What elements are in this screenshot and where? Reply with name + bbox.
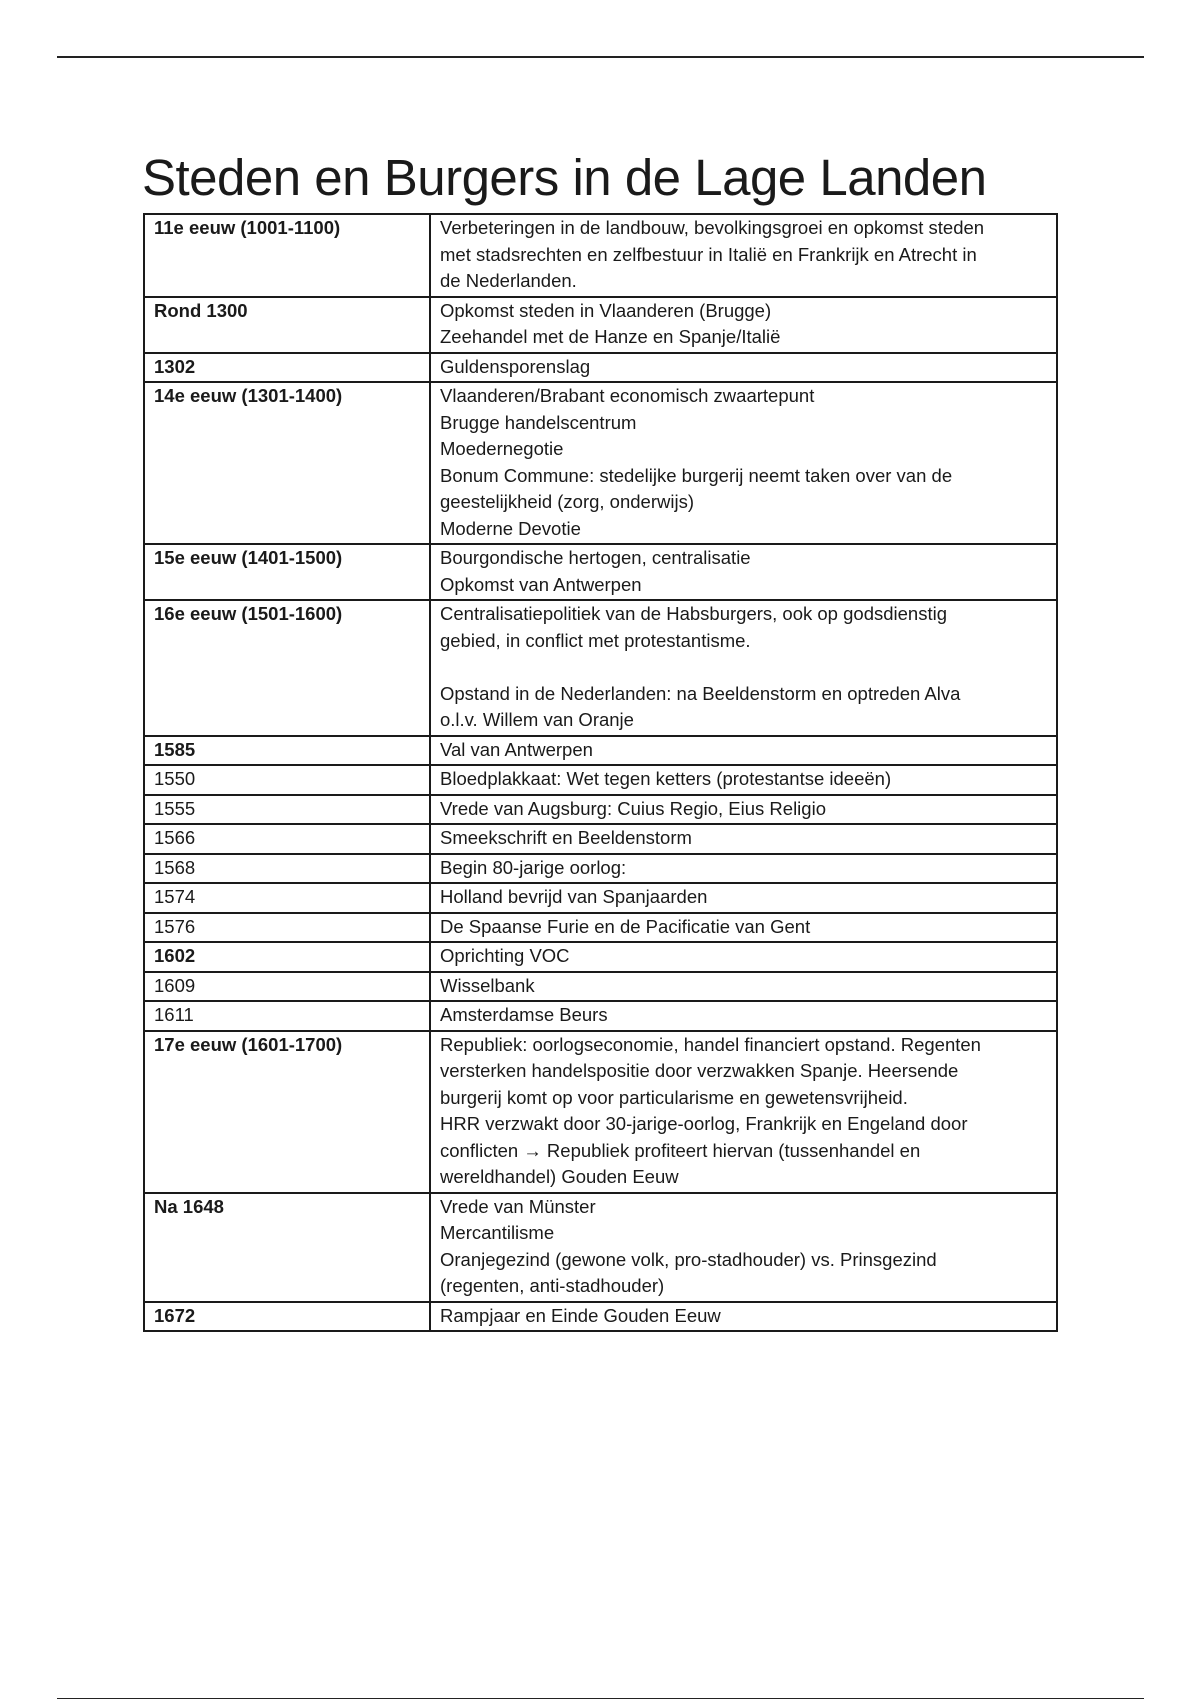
row-date: 1576 bbox=[144, 913, 430, 943]
row-description bbox=[430, 972, 1057, 1002]
description-line: Republiek: oorlogseconomie, handel financiert opstand. Regenten bbox=[440, 1033, 981, 1055]
description-line: Moedernegotie bbox=[440, 438, 564, 459]
row-description bbox=[430, 824, 1057, 854]
table-row bbox=[144, 942, 1057, 972]
footer-rule bbox=[57, 1698, 1144, 1699]
row-date: 1611 bbox=[144, 1001, 430, 1031]
row-date: 1672 bbox=[144, 1302, 430, 1332]
table-row bbox=[144, 824, 1057, 854]
description-line: Opkomst steden in Vlaanderen (Brugge) bbox=[440, 299, 772, 321]
table-row bbox=[144, 1031, 1057, 1193]
timeline-body bbox=[144, 214, 1057, 1331]
description-line: Amsterdamse Beurs bbox=[440, 1004, 608, 1025]
row-description bbox=[430, 544, 1057, 600]
description-line: versterken handelspositie door verzwakken Spanje. Heersende bbox=[440, 1060, 959, 1081]
row-description bbox=[430, 353, 1057, 383]
row-date: 14e eeuw (1301-1400) bbox=[144, 382, 430, 544]
table-row bbox=[144, 795, 1057, 825]
table-row bbox=[144, 972, 1057, 1002]
row-date: 1550 bbox=[144, 765, 430, 795]
row-description bbox=[430, 765, 1057, 795]
table-row bbox=[144, 1001, 1057, 1031]
description-line: de Nederlanden. bbox=[440, 270, 577, 291]
row-date: 1609 bbox=[144, 972, 430, 1002]
table-row bbox=[144, 765, 1057, 795]
row-date: 1602 bbox=[144, 942, 430, 972]
description-line: Begin 80-jarige oorlog: bbox=[440, 856, 627, 878]
description-line: (regenten, anti-stadhouder) bbox=[440, 1275, 665, 1296]
table-row bbox=[144, 382, 1057, 544]
description-line: Bonum Commune: stedelijke burgerij neemt taken over van de bbox=[440, 464, 953, 486]
row-date: 16e eeuw (1501-1600) bbox=[144, 600, 430, 736]
table-row bbox=[144, 1193, 1057, 1302]
description-line: Brugge handelscentrum bbox=[440, 411, 637, 433]
description-line: Verbeteringen in de landbouw, bevolkingsgroei en opkomst steden bbox=[440, 217, 985, 238]
table-row bbox=[144, 1302, 1057, 1332]
description-line: Vlaanderen/Brabant economisch zwaartepunt bbox=[440, 385, 815, 406]
description-line: Vrede van Münster bbox=[440, 1195, 596, 1217]
row-date: 1302 bbox=[144, 353, 430, 383]
description-line: Centralisatiepolitiek van de Habsburgers, ook op godsdienstig bbox=[440, 603, 947, 624]
row-description bbox=[430, 795, 1057, 825]
description-line: Opkomst van Antwerpen bbox=[440, 573, 642, 595]
table-row bbox=[144, 214, 1057, 297]
description-line: Val van Antwerpen bbox=[440, 738, 593, 760]
row-description bbox=[430, 913, 1057, 943]
row-description bbox=[430, 214, 1057, 297]
row-description bbox=[430, 736, 1057, 766]
table-row bbox=[144, 883, 1057, 913]
description-line: Smeekschrift en Beeldenstorm bbox=[440, 827, 692, 848]
row-description bbox=[430, 1031, 1057, 1193]
row-description bbox=[430, 1302, 1057, 1332]
description-line: Bloedplakkaat: Wet tegen ketters (protestantse ideeën) bbox=[440, 768, 892, 789]
row-date: 1555 bbox=[144, 795, 430, 825]
description-line bbox=[440, 654, 1047, 681]
table-row bbox=[144, 544, 1057, 600]
table-row bbox=[144, 736, 1057, 766]
description-line: De Spaanse Furie en de Pacificatie van Gent bbox=[440, 915, 811, 937]
row-date: 1566 bbox=[144, 824, 430, 854]
description-line: o.l.v. Willem van Oranje bbox=[440, 709, 634, 730]
row-date: Na 1648 bbox=[144, 1193, 430, 1302]
table-row bbox=[144, 600, 1057, 736]
row-description bbox=[430, 854, 1057, 884]
description-line: Mercantilisme bbox=[440, 1222, 555, 1243]
description-line: Opstand in de Nederlanden: na Beeldenstorm en optreden Alva bbox=[440, 682, 961, 704]
description-line: wereldhandel) Gouden Eeuw bbox=[440, 1166, 679, 1187]
row-date: 1568 bbox=[144, 854, 430, 884]
description-line: Oprichting VOC bbox=[440, 945, 570, 966]
description-line: Wisselbank bbox=[440, 974, 535, 996]
description-line: gebied, in conflict met protestantisme. bbox=[440, 629, 751, 651]
description-line: Zeehandel met de Hanze en Spanje/Italië bbox=[440, 326, 781, 347]
row-date: 15e eeuw (1401-1500) bbox=[144, 544, 430, 600]
description-line: Holland bevrijd van Spanjaarden bbox=[440, 886, 708, 907]
row-description bbox=[430, 883, 1057, 913]
description-line: met stadsrechten en zelfbestuur in Italië en Frankrijk en Atrecht in bbox=[440, 243, 977, 265]
description-line: conflicten → Republiek profiteert hiervan (tussenhandel en bbox=[440, 1139, 921, 1161]
header-rule bbox=[57, 56, 1144, 58]
table-row bbox=[144, 297, 1057, 353]
row-description bbox=[430, 942, 1057, 972]
row-description bbox=[430, 1001, 1057, 1031]
row-date: 1574 bbox=[144, 883, 430, 913]
timeline-table bbox=[143, 213, 1058, 1332]
row-date: 1585 bbox=[144, 736, 430, 766]
table-row bbox=[144, 854, 1057, 884]
description-line: Vrede van Augsburg: Cuius Regio, Eius Religio bbox=[440, 797, 826, 819]
description-line: Oranjegezind (gewone volk, pro-stadhouder) vs. Prinsgezind bbox=[440, 1248, 937, 1270]
table-row bbox=[144, 353, 1057, 383]
row-description bbox=[430, 297, 1057, 353]
row-date: 11e eeuw (1001-1100) bbox=[144, 214, 430, 297]
row-date: 17e eeuw (1601-1700) bbox=[144, 1031, 430, 1193]
table-row bbox=[144, 913, 1057, 943]
description-line: Guldensporenslag bbox=[440, 355, 591, 377]
page-title: Steden en Burgers in de Lage Landen bbox=[142, 149, 987, 206]
row-description bbox=[430, 1193, 1057, 1302]
description-line: geestelijkheid (zorg, onderwijs) bbox=[440, 491, 694, 512]
description-line: Moderne Devotie bbox=[440, 517, 581, 539]
row-description bbox=[430, 600, 1057, 736]
description-line: HRR verzwakt door 30-jarige-oorlog, Frankrijk en Engeland door bbox=[440, 1113, 968, 1134]
description-line: Rampjaar en Einde Gouden Eeuw bbox=[440, 1304, 721, 1326]
row-description bbox=[430, 382, 1057, 544]
row-date: Rond 1300 bbox=[144, 297, 430, 353]
description-line: burgerij komt op voor particularisme en gewetensvrijheid. bbox=[440, 1086, 908, 1108]
description-line: Bourgondische hertogen, centralisatie bbox=[440, 547, 751, 568]
